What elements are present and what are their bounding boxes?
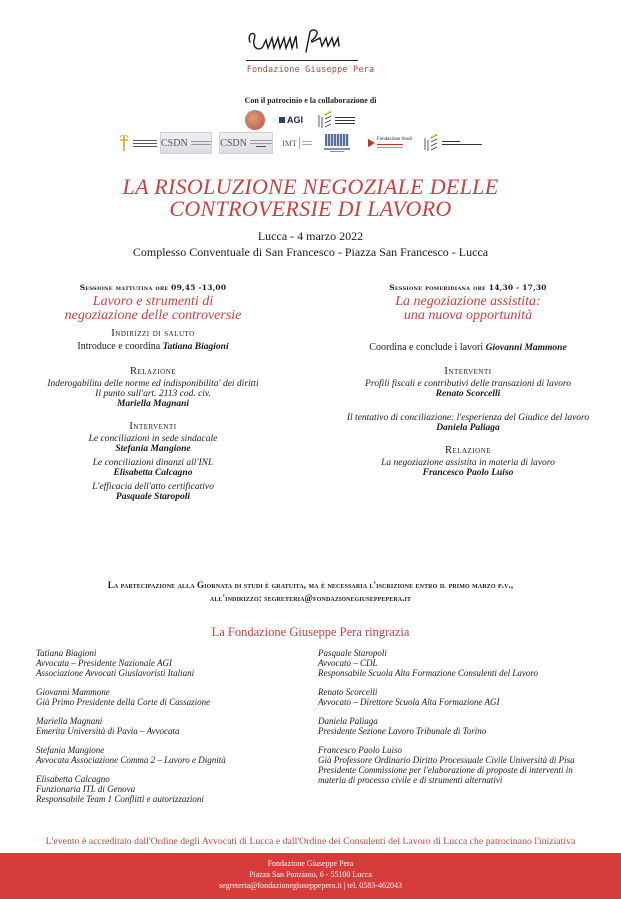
thanks-item: [36, 648, 326, 678]
intervento-topic: Il tentativo di conciliazione: l'esperienza del Giudice del lavoro: [346, 413, 590, 423]
accreditation-note: L'evento è accreditato dall'Ordine degli Avvocati di Lucca e dall'Ordine dei Consulenti del Lavoro di Lucca che patrocinano l'iniziativa: [45, 836, 576, 847]
fondazione-studi-logo: [368, 133, 412, 153]
triangle-icon: [368, 138, 375, 148]
thanks-role: Responsabile Team 1 Conflitti e autorizzazioni: [36, 794, 204, 804]
csdn-logo-1-text: CSDN: [161, 137, 188, 149]
afternoon-session-subtitle-1: La negoziazione assistita:: [395, 294, 541, 309]
footer-address: Piazza San Ponziano, 6 - 55100 Lucca: [249, 870, 372, 879]
intervento-speaker: Pasquale Staropoli: [115, 492, 191, 502]
coordination-label: Coordina e conclude i lavori: [369, 342, 486, 353]
morning-session: [8, 283, 298, 502]
stripes-icon: [424, 134, 438, 152]
thanks-role: Già Professore Ordinario Diritto Processuale Civile Università di Pisa: [318, 755, 575, 765]
stripes-icon: [318, 111, 332, 129]
coordination-speaker: Giovanni Mammone: [485, 343, 567, 353]
thanks-item: [36, 745, 326, 765]
interventi-label: Interventi: [129, 421, 177, 432]
morning-session-subtitle-2: negoziazione delle controversie: [64, 308, 242, 323]
coordination-line: [323, 342, 613, 353]
relazione-label: Relazione: [444, 445, 492, 456]
introduce-label: Introduce e coordina: [77, 341, 163, 352]
foundation-name: Fondazione Giuseppe Pera: [246, 65, 375, 75]
afternoon-session: [323, 283, 613, 478]
thanks-role: Avvocato – Direttore Scuola Alta Formazione AGI: [318, 697, 500, 707]
thanks-name: Daniela Paliaga: [318, 716, 378, 726]
interventi-label: Interventi: [444, 366, 492, 377]
thanks-role: Avvocato – CDL: [318, 658, 378, 668]
intervento-topic: Profili fiscali e contributivi delle transazioni di lavoro: [365, 379, 571, 389]
relazione-topic-1: Inderogabilita delle norme ed indisponibilita' dei diritti: [47, 379, 259, 389]
morning-session-heading: Sessione mattutina ore 09,45 -13,00: [79, 283, 227, 292]
thanks-role: Funzionaria ITL di Genova: [36, 784, 136, 794]
thanks-role: Associazione Avvocati Giuslavoristi Italiani: [36, 668, 195, 678]
thanks-role: Avvocata Associazione Comma 2 – Lavoro e Dignità: [36, 755, 226, 765]
order-seal-logo: [245, 110, 265, 130]
thanks-name: Giovanni Mammone: [36, 687, 110, 697]
signature-divider: [246, 60, 358, 61]
relazione-speaker: Francesco Paolo Luiso: [422, 468, 514, 478]
intervento-topic: L'efficacia dell'atto certificativo: [92, 482, 214, 492]
intervento-speaker: Renato Scorcelli: [435, 389, 501, 399]
cassa-forense-logo: [116, 132, 158, 154]
event-title-line-1: LA RISOLUZIONE NEGOZIALE DELLE: [122, 174, 499, 199]
thanks-list-right: [318, 648, 614, 794]
thanks-name: Francesco Paolo Luiso: [318, 745, 402, 755]
introduce-line: [8, 341, 298, 352]
afternoon-session-subtitle-2: una nuova opportunità: [403, 308, 533, 323]
imt-logo: [280, 133, 314, 153]
registration-info-line-1: La partecipazione alla Giornata di studi è gratuita, ma è necessaria l'iscrizione entro il primo marzo p.v.,: [107, 580, 514, 590]
thanks-name: Renato Scorcelli: [318, 687, 378, 697]
patronage-label: Con il patrocinio e la collaborazione di: [244, 96, 377, 105]
intervento-speaker: Daniela Paliaga: [436, 423, 500, 433]
scuola-alta-formazione-logo: [422, 132, 484, 154]
thanks-list-left: [36, 648, 326, 813]
imt-logo-text: IMT: [282, 138, 297, 148]
thanks-name: Elisabetta Calcagno: [36, 774, 110, 784]
thanks-item: [36, 716, 326, 736]
morning-session-subtitle-1: Lavoro e strumenti di: [92, 294, 214, 309]
consulenti-lavoro-logo: [316, 110, 356, 130]
thanks-role: Presidente Commissione per l'elaborazione di proposte di interventi in: [318, 765, 573, 775]
thanks-heading: La Fondazione Giuseppe Pera ringrazia: [211, 625, 410, 639]
intervento-speaker: Stefania Mangione: [115, 444, 191, 454]
thanks-role: Responsabile Scuola Alta Formazione Consulenti del Lavoro: [318, 668, 538, 678]
csdn-logo-2: [219, 132, 273, 154]
relazione-topic: La negoziazione assistita in materia di lavoro: [381, 458, 555, 468]
thanks-item: [318, 648, 614, 678]
csdn-logo-2-text: CSDN: [220, 137, 247, 149]
greetings-label: Indirizzi di saluto: [111, 328, 195, 339]
cross-icon: [118, 134, 130, 152]
introduce-speaker: Tatiana Biagioni: [162, 342, 229, 352]
thanks-role: Presidente Sezione Lavoro Tribunale di Torino: [318, 726, 487, 736]
thanks-item: [36, 687, 326, 707]
csdn-logo-1: [160, 132, 212, 154]
thanks-item: [318, 716, 614, 736]
afternoon-session-heading: Sessione pomeridiana ore 14,30 - 17,30: [389, 283, 547, 292]
thanks-item: [36, 774, 326, 804]
signature-logo: [240, 22, 380, 62]
thanks-name: Mariella Magnani: [36, 716, 103, 726]
event-title: [20, 176, 601, 220]
event-venue: Complesso Conventuale di San Francesco - Piazza San Francesco - Lucca: [132, 245, 489, 259]
thanks-role: materia di processo civile e di strumenti alternativi: [318, 775, 503, 785]
intervento-topic: Le conciliazioni dinanzi all'INL: [92, 458, 214, 468]
banca-logo: [322, 132, 352, 154]
relazione-speaker: Mariella Magnani: [116, 399, 190, 409]
fondazione-studi-text: Fondazione Studi: [376, 137, 412, 142]
agi-logo-text: AGI: [286, 115, 303, 125]
thanks-role: Avvocata – Presidente Nazionale AGI: [36, 658, 172, 668]
thanks-role: Già Primo Presidente della Corte di Cassazione: [36, 697, 211, 707]
thanks-name: Pasquale Staropoli: [318, 648, 387, 658]
intervento-topic: Le conciliazioni in sede sindacale: [88, 434, 218, 444]
event-title-line-2: CONTROVERSIE DI LAVORO: [169, 196, 452, 221]
thanks-item: [318, 745, 614, 785]
relazione-label: Relazione: [129, 366, 177, 377]
thanks-item: [318, 687, 614, 707]
event-date: Lucca - 4 marzo 2022: [257, 229, 364, 243]
thanks-role: Emerita Università di Pavia – Avvocata: [36, 726, 180, 736]
thanks-name: Stefania Mangione: [36, 745, 105, 755]
footer-contact: segreteria@fondazionegiuseppepera.it | tel. 0583-462043: [219, 881, 402, 890]
relazione-topic-2: Il punto sull'art. 2113 cod. civ.: [95, 389, 211, 399]
footer-name: Fondazione Giuseppe Pera: [267, 859, 354, 868]
intervento-speaker: Elisabetta Calcagno: [113, 468, 193, 478]
footer: [0, 853, 621, 899]
thanks-name: Tatiana Biagioni: [36, 648, 97, 658]
registration-info-line-2: all'indirizzo: segreteria@fondazionegiuseppepera.it: [209, 593, 412, 603]
agi-logo: [276, 112, 306, 128]
